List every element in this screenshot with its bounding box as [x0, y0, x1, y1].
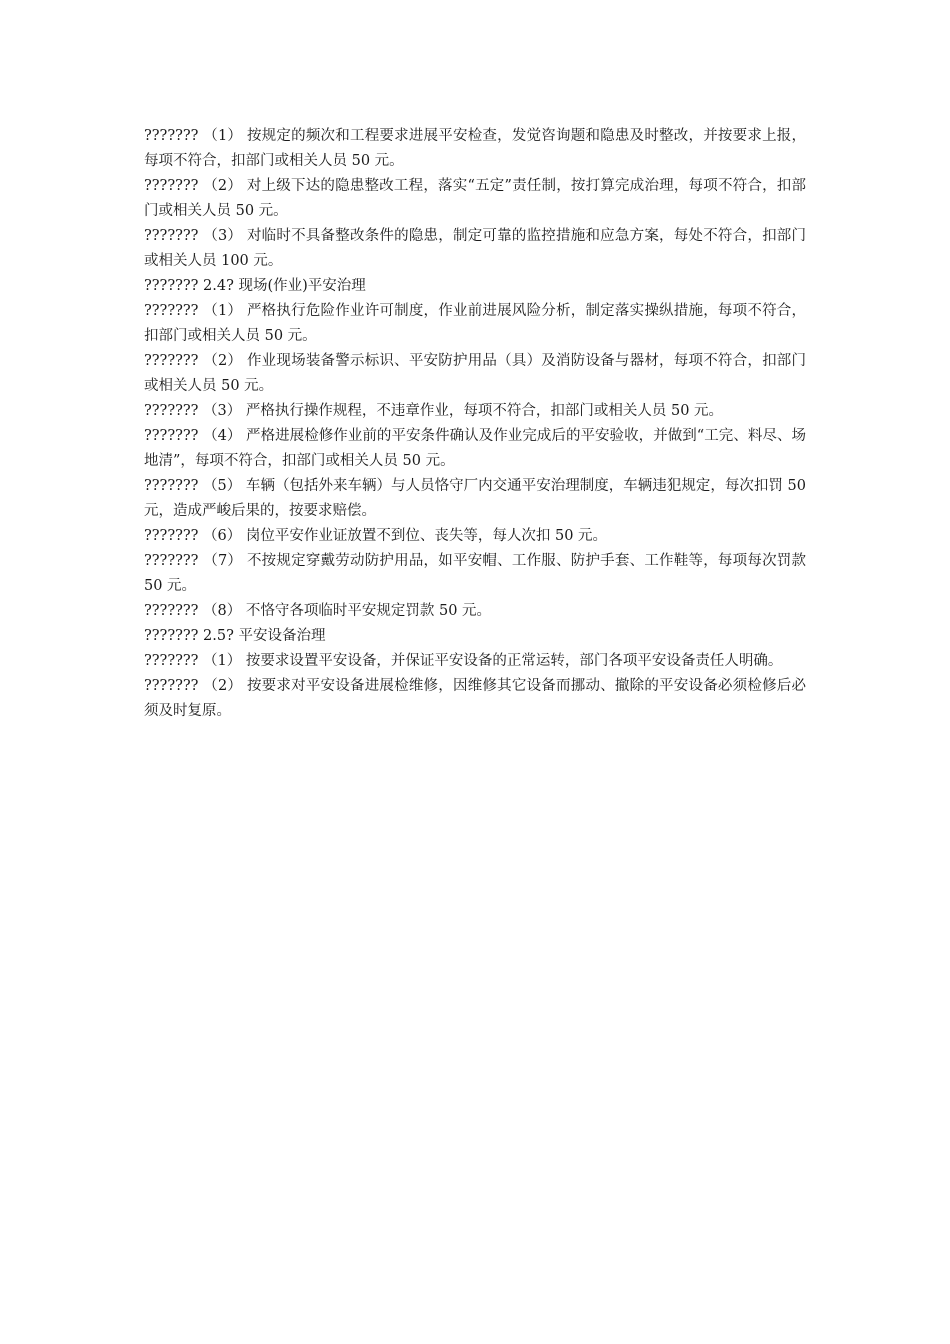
paragraph-facility-setup: ??????? （1） 按要求设置平安设备，并保证平安设备的正常运转，部门各项平安设备责任人明确。	[144, 653, 783, 669]
paragraph-facility-maintenance: ??????? （2） 按要求对平安设备进展检维修，因维修其它设备而挪动、撤除的平安设备必须检修后必须及时复原。	[144, 678, 806, 719]
paragraph-work-permit: ??????? （1） 严格执行危险作业许可制度，作业前进展风险分析，制定落实操纵措施，每项不符合，扣部门或相关人员 50 元。	[144, 303, 806, 344]
paragraph-hazard-rectification: ??????? （2） 对上级下达的隐患整改工程，落实“五定”责任制，按打算完成治理，每项不符合，扣部门或相关人员 50 元。	[144, 178, 806, 219]
paragraph-operating-rules: ??????? （3） 严格执行操作规程，不违章作业，每项不符合，扣部门或相关人员 50 元。	[144, 403, 724, 419]
paragraph-work-certificate: ??????? （6） 岗位平安作业证放置不到位、丧失等，每人次扣 50 元。	[144, 528, 608, 544]
paragraph-monitoring-measures: ??????? （3） 对临时不具备整改条件的隐患，制定可靠的监控措施和应急方案，每处不符合，扣部门或相关人员 100 元。	[144, 228, 806, 269]
paragraph-inspection-frequency: ??????? （1） 按规定的频次和工程要求进展平安检查，发觉咨询题和隐患及时整改，并按要求上报，每项不符合，扣部门或相关人员 50 元。	[144, 128, 806, 169]
paragraph-temporary-rules: ??????? （8） 不恪守各项临时平安规定罚款 50 元。	[144, 603, 492, 619]
section-heading-safety-facilities: ??????? 2.5? 平安设备治理	[144, 628, 326, 644]
paragraph-vehicle-traffic: ??????? （5） 车辆（包括外来车辆）与人员恪守厂内交通平安治理制度，车辆违犯规定，每次扣罚 50 元，造成严峻后果的，按要求赔偿。	[144, 478, 806, 519]
paragraph-maintenance-check: ??????? （4） 严格进展检修作业前的平安条件确认及作业完成后的平安验收，并做到“工完、料尽、场地清”，每项不符合，扣部门或相关人员 50 元。	[144, 428, 806, 469]
paragraph-warning-signs: ??????? （2） 作业现场装备警示标识、平安防护用品（具）及消防设备与器材，每项不符合，扣部门或相关人员 50 元。	[144, 353, 806, 394]
paragraph-protective-equipment: ??????? （7） 不按规定穿戴劳动防护用品，如平安帽、工作服、防护手套、工作鞋等，每项每次罚款 50 元。	[144, 553, 806, 594]
section-heading-site-safety: ??????? 2.4? 现场(作业)平安治理	[144, 278, 366, 294]
document-body	[144, 124, 806, 724]
